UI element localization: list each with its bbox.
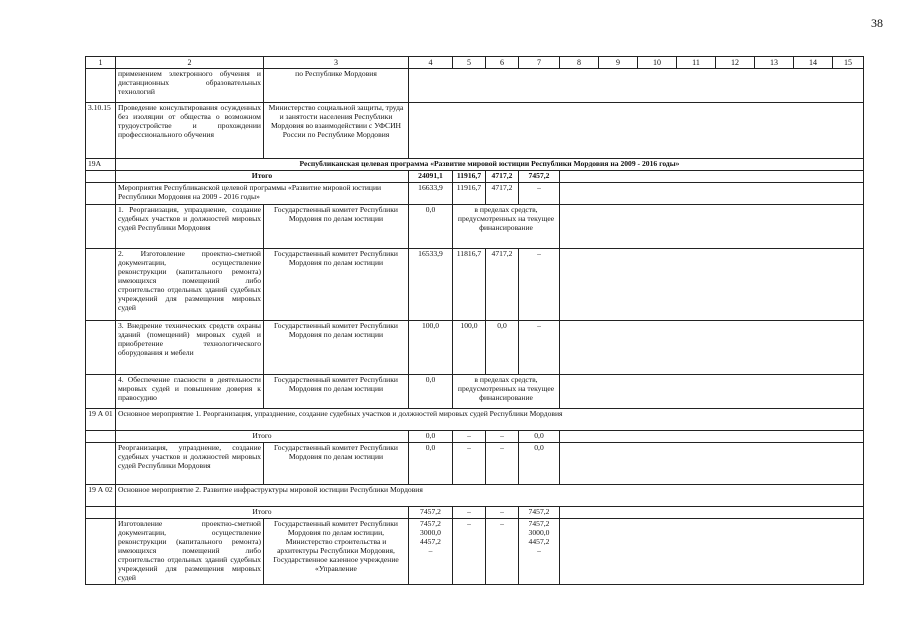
col-header: 11: [677, 57, 716, 69]
table-row: [86, 249, 864, 321]
table-row: [86, 69, 864, 103]
value-cell: –: [453, 431, 486, 443]
value-cell: 4717,2: [486, 171, 519, 183]
measure-cell: Реорганизация, упразднение, создание судебных участков и должностей мировых судей Республики Мордовия: [116, 443, 264, 485]
col-header: 4: [409, 57, 453, 69]
value-cell: 0,0: [519, 443, 560, 485]
value-cell: 11816,7: [453, 249, 486, 321]
row-number: 19 А 01: [86, 409, 116, 431]
measure-cell: 2. Изготовление проектно-сметной документации, осуществление реконструкции (капитального ремонта) имеющихся помещений либо строительство отдельных зданий судебных учреждений для размещения мировых судей: [116, 249, 264, 321]
value-cell: 11916,7: [453, 171, 486, 183]
table-row: [86, 183, 864, 205]
value-cell: 4717,2: [486, 249, 519, 321]
value-cell: 16633,9: [409, 183, 453, 205]
total-label: Итого: [116, 507, 409, 519]
value-cell: 11916,7: [453, 183, 486, 205]
main-measure-title: Основное мероприятие 2. Развитие инфраструктуры мировой юстиции Республики Мордовия: [116, 485, 864, 507]
program-title: Республиканская целевая программа «Развитие мировой юстиции Республики Мордовия на 2009 - 2016 годы»: [116, 159, 864, 171]
col-header: 9: [599, 57, 638, 69]
table-row: [86, 519, 864, 585]
value-cell: 0,0: [486, 321, 519, 375]
main-measure-title: Основное мероприятие 1. Реорганизация, упразднение, создание судебных участков и должностей мировых судей Республики Мордовия: [116, 409, 864, 431]
col-header: 7: [519, 57, 560, 69]
executor-cell: Государственный комитет Республики Мордовия по делам юстиции: [264, 249, 409, 321]
col-header: 15: [833, 57, 864, 69]
value-cell: –: [519, 183, 560, 205]
value-cell: 0,0: [409, 205, 453, 249]
table-row: [86, 321, 864, 375]
value-cell: –: [486, 507, 519, 519]
col-header: 13: [755, 57, 794, 69]
col-header: 10: [638, 57, 677, 69]
value-cell: –: [486, 431, 519, 443]
measure-cell: 3. Внедрение технических средств охраны зданий (помещений) мировых судей и приобретение технологического оборудования и мебели: [116, 321, 264, 375]
value-cell: 0,0: [409, 443, 453, 485]
table-row: [86, 205, 864, 249]
program-table: [85, 56, 864, 585]
col-header: 3: [264, 57, 409, 69]
value-cell: 100,0: [453, 321, 486, 375]
column-number-row: [86, 57, 864, 69]
value-cell: 7457,2: [519, 507, 560, 519]
measure-cell: 1. Реорганизация, упразднение, создание судебных участков и должностей мировых судей Республики Мордовия: [116, 205, 264, 249]
value-cell: 7457,2: [519, 171, 560, 183]
executor-cell: Государственный комитет Республики Мордовия по делам юстиции, Министерство строительства и архитектуры Республики Мордовия, Государственное казенное учреждение «Управление: [264, 519, 409, 585]
table-row: [86, 375, 864, 409]
value-cell: –: [519, 249, 560, 321]
value-cell: 100,0: [409, 321, 453, 375]
total-label: Итого: [116, 171, 409, 183]
table-row: [86, 443, 864, 485]
value-cell: –: [519, 321, 560, 375]
executor-cell: Государственный комитет Республики Мордовия по делам юстиции: [264, 321, 409, 375]
main-measure-row: [86, 485, 864, 507]
col-header: 5: [453, 57, 486, 69]
executor-cell: по Республике Мордовия: [264, 69, 409, 103]
col-header: 12: [716, 57, 755, 69]
value-cell: 0,0: [519, 431, 560, 443]
col-header: 8: [560, 57, 599, 69]
value-cell: –: [453, 443, 486, 485]
col-header: 6: [486, 57, 519, 69]
table-row: [86, 103, 864, 159]
col-header: 2: [116, 57, 264, 69]
measure-cell: Проведение консультирования осужденных без изоляции от общества о возможном трудоустройстве и прохождении профессионального обучения: [116, 103, 264, 159]
value-cell: –: [453, 519, 486, 585]
value-cell: 7457,2: [409, 507, 453, 519]
executor-cell: Министерство социальной защиты, труда и занятости населения Республики Мордовия во взаимодействии с УФСИН России по Республике Мордовия: [264, 103, 409, 159]
measure-cell: Мероприятия Республиканской целевой программы «Развитие мировой юстиции Республики Мордовия на 2009 - 2016 годы»: [116, 183, 409, 205]
funding-note: в пределах средств, предусмотренных на текущее финансирование: [453, 375, 560, 409]
measure-cell: 4. Обеспечение гласности в деятельности мировых судей и повышение доверия к правосудию: [116, 375, 264, 409]
value-cell: 16533,9: [409, 249, 453, 321]
total-row: [86, 431, 864, 443]
measure-cell: Изготовление проектно-сметной документации, осуществление реконструкции (капитального ремонта) имеющихся помещений либо строительство отдельных зданий судебных учреждений для размещения мировых судей: [116, 519, 264, 585]
value-cell: –: [453, 507, 486, 519]
value-cell: 0,0: [409, 431, 453, 443]
col-header: 14: [794, 57, 833, 69]
value-cell: 4717,2: [486, 183, 519, 205]
value-cell: 7457,2 3000,0 4457,2 –: [519, 519, 560, 585]
value-cell: 0,0: [409, 375, 453, 409]
executor-cell: Государственный комитет Республики Мордовия по делам юстиции: [264, 205, 409, 249]
total-row: [86, 171, 864, 183]
col-header: 1: [86, 57, 116, 69]
page-number: 38: [871, 16, 883, 30]
value-cell: –: [486, 519, 519, 585]
value-cell: 24091,1: [409, 171, 453, 183]
main-measure-row: [86, 409, 864, 431]
executor-cell: Государственный комитет Республики Мордовия по делам юстиции: [264, 375, 409, 409]
executor-cell: Государственный комитет Республики Мордовия по делам юстиции: [264, 443, 409, 485]
total-label: Итого: [116, 431, 409, 443]
program-title-row: [86, 159, 864, 171]
value-cell: 7457,2 3000,0 4457,2 –: [409, 519, 453, 585]
measure-cell: применением электронного обучения и дистанционных образовательных технологий: [116, 69, 264, 103]
row-number: 19А: [86, 159, 116, 171]
value-cell: –: [486, 443, 519, 485]
row-number: 19 А 02: [86, 485, 116, 507]
total-row: [86, 507, 864, 519]
row-number: 3.10.15: [86, 103, 116, 159]
funding-note: в пределах средств, предусмотренных на текущее финансирование: [453, 205, 560, 249]
